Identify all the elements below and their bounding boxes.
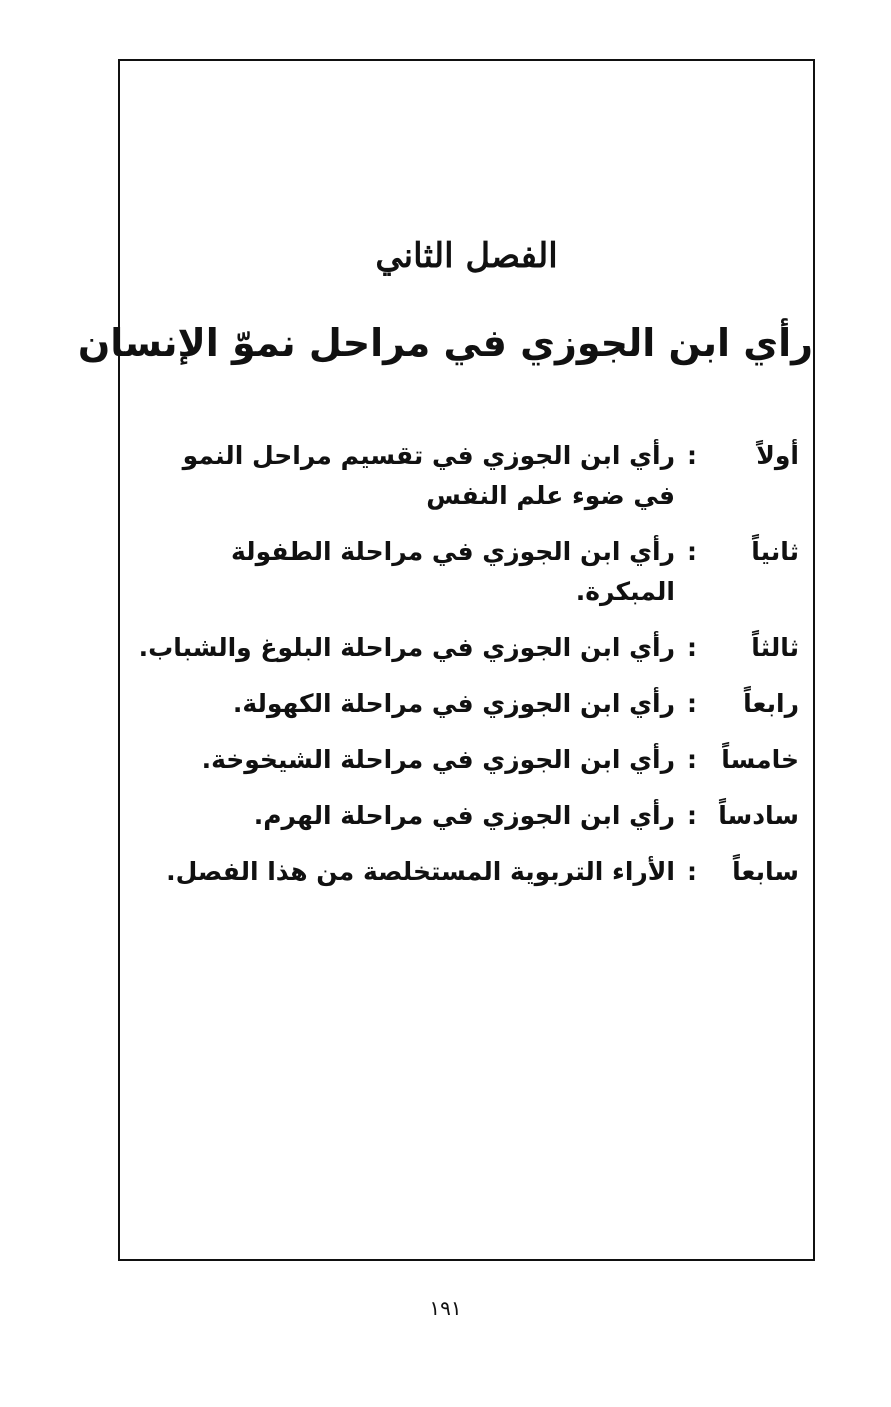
toc-item-4: [134, 684, 799, 724]
toc-ordinal: ثالثاً: [751, 633, 799, 662]
toc-item-6: [134, 796, 799, 836]
chapter-label: الفصل الثاني: [375, 236, 558, 276]
toc-separator: :: [687, 537, 697, 566]
toc-text: رأي ابن الجوزي في مراحلة الهرم.: [253, 801, 675, 830]
toc-separator: :: [687, 801, 697, 830]
toc-ordinal: ثانياً: [751, 537, 799, 566]
toc-item-5: [134, 740, 799, 780]
page-number: ١٩١: [429, 1296, 462, 1320]
toc-text: رأي ابن الجوزي في مراحلة الشيخوخة.: [201, 745, 675, 774]
toc-text: رأي ابن الجوزي في تقسيم مراحل النمو في ضوء علم النفس: [182, 441, 675, 510]
toc-text: الأراء التربوية المستخلصة من هذا الفصل.: [166, 857, 675, 886]
toc-separator: :: [687, 745, 697, 774]
toc-ordinal: سابعاً: [732, 857, 799, 886]
toc-separator: :: [687, 857, 697, 886]
toc-item-1: [134, 436, 799, 516]
page-frame: [77, 59, 815, 1261]
toc-text: رأي ابن الجوزي في مراحلة البلوغ والشباب.: [138, 633, 675, 662]
toc-item-2: [134, 532, 799, 612]
toc-ordinal: سادساً: [718, 801, 799, 830]
toc-ordinal: خامساً: [721, 745, 799, 774]
toc-separator: :: [687, 441, 697, 470]
toc-ordinal: أولاً: [756, 441, 799, 470]
toc-item-3: [134, 628, 799, 668]
toc-separator: :: [687, 633, 697, 662]
toc-text: رأي ابن الجوزي في مراحلة الطفولة المبكرة.: [231, 537, 675, 606]
toc-separator: :: [687, 689, 697, 718]
chapter-contents: [134, 436, 799, 908]
toc-item-7: [134, 852, 799, 892]
toc-ordinal: رابعاً: [743, 689, 799, 718]
toc-text: رأي ابن الجوزي في مراحلة الكهولة.: [232, 689, 675, 718]
chapter-title: رأي ابن الجوزي في مراحل نموّ الإنسان: [77, 321, 813, 365]
